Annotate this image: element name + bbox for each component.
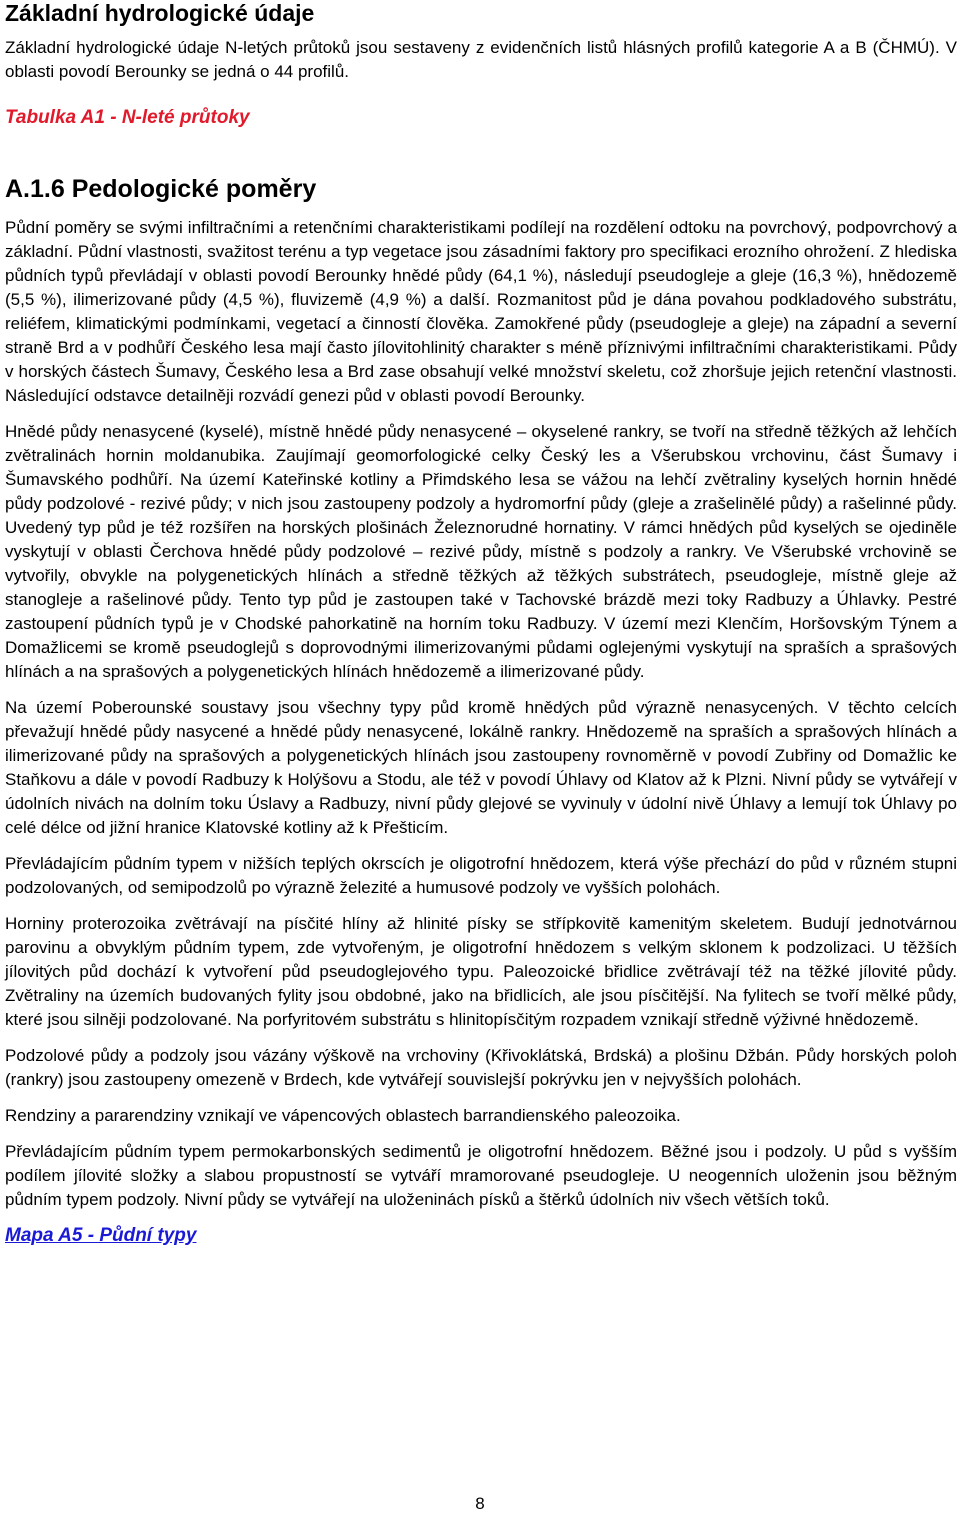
section-title: Základní hydrologické údaje bbox=[5, 0, 315, 26]
paragraph-5: Horniny proterozoika zvětrávají na písčité hlíny až hlinité písky se střípkovitě kamenitým skeletem. Budují jednotvárnou parovinu a obvyklým půdním typem, zde vytvořeným, je oligotrofní hnědozem s velkým sklonem k podzolizaci. U těžších jílovitých půd dochází k vytvoření půd pseudoglejového typu. Paleozoické břidlice zvětrávají též na těžké jílovité půdy. Zvětraliny na územích budovaných fylity jsou obdobné, jako na břidlicích, ale jsou písčitější. Na fylitech se tvoří mělké půdy, které jsou silněji podzolované. Na porfyritovém substrátu s hlinitopísčitým rozpadem vznikají středně výživné hnědozemě. bbox=[5, 914, 957, 1029]
paragraph-8: Převládajícím půdním typem permokarbonských sedimentů je oligotrofní hnědozem. Běžné jsou i podzoly. U půd s vyšším podílem jílovité složky a slabou propustností se vytváří mramorované pseudogleje. U neogenních uloženin jsou běžným půdním typem podzoly. Nivní půdy se vytvářejí na uloženinách písků a štěrků údolních niv všech větších toků. bbox=[5, 1142, 957, 1209]
page-number: 8 bbox=[475, 1494, 485, 1513]
intro-paragraph: Základní hydrologické údaje N-letých průtoků jsou sestaveny z evidenčních listů hlásných profilů kategorie A a B (ČHMÚ). V oblasti povodí Berounky se jedná o 44 profilů. bbox=[5, 38, 957, 81]
paragraph-4: Převládajícím půdním typem v nižších teplých okrscích je oligotrofní hnědozem, která výše přechází do půd v různém stupni podzolovaných, od semipodzolů po výrazně železité a humusové podzoly ve vyšších polohách. bbox=[5, 854, 957, 897]
paragraph-3: Na území Poberounské soustavy jsou všechny typy půd kromě hnědých půd výrazně nenasycených. V těchto celcích převažují hnědé půdy nasycené a hnědé půdy nenasycené, lokálně rankry. Hnědozemě na spraších a sprašových hlínách a ilimerizované půdy na sprašových a polygenetických hlínách jsou zastoupeny rovnoměrně v povodí Zubřiny od Domažlic ke Staňkovu a dále v povodí Radbuzy k Holýšovu a Stodu, ale též v povodí Úhlavy od Klatov až k Plzni. Nivní půdy se vytvářejí v údolních nivách na dolním toku Úslavy a Radbuzy, nivní půdy glejové se vyvinuly v údolní nivě Úhlavy a lemují tok Úhlavy po celé délce od jižní hranice Klatovské kotliny až k Přešticím. bbox=[5, 698, 957, 837]
paragraph-6: Podzolové půdy a podzoly jsou vázány výškově na vrchoviny (Křivoklátská, Brdská) a plošinu Džbán. Půdy horských poloh (rankry) jsou zastoupeny omezeně v Brdech, kde vytvářejí souvislejší pokrývku jen v nejvyšších polohách. bbox=[5, 1046, 957, 1089]
paragraph-1: Půdní poměry se svými infiltračními a retenčními charakteristikami podílejí na rozdělení odtoku na povrchový, podpovrchový a základní. Půdní vlastnosti, svažitost terénu a typ vegetace jsou zásadními faktory pro specifikaci erozního ohrožení. Z hlediska půdních typů převládají v oblasti povodí Berounky hnědé půdy (64,1 %), následují pseudogleje a gleje (16,3 %), hnědozemě (5,5 %), ilimerizované půdy (4,5 %), fluvizemě (4,9 %) a další. Rozmanitost půd je dána povahou podkladového substrátu, reliéfem, klimatickými podmínkami, vegetací a činností člověka. Zamokřené půdy (pseudogleje a gleje) na západní a severní straně Brd a v podhůří Českého lesa mají často jílovitohlinitý charakter s méně příznivými infiltračními charakteristikami. Půdy v horských částech Šumavy, Českého lesa a Brd zase obsahují velké množství skeletu, což zhoršuje jejich retenční vlastnosti. Následující odstavce detailněji rozvádí genezi půd v oblasti povodí Berounky. bbox=[5, 218, 957, 405]
document-page bbox=[5, 0, 957, 1248]
paragraph-7: Rendziny a pararendziny vznikají ve vápencových oblastech barrandienského paleozoika. bbox=[5, 1106, 681, 1125]
paragraph-2: Hnědé půdy nenasycené (kyselé), místně hnědé půdy nenasycené – okyselené rankry, se tvoří na středně těžkých až lehčích zvětralinách hornin moldanubika. Zaujímají geomorfologické celky Český les a Všerubskou vrchovinu, část Šumavy i Šumavského podhůří. Na území Kateřinské kotliny a Přimdského lesa se vážou na lehčí zvětraliny kyselých hornin hnědé půdy podzolové - rezivé půdy; v nich jsou zastoupeny podzoly a hydromorfní půdy (gleje a zrašelinělé půdy) a rašelinné půdy. Uvedený typ půd je též rozšířen na horských plošinách Železnorudné hornatiny. V rámci hnědých půd kyselých se ojediněle vyskytují v oblasti Čerchova hnědé půdy podzolové – rezivé půdy, místně s podzoly a rankry. Ve Všerubské vrchovině se vytvořily, obvykle na polygenetických hlínách a středně těžkých až těžkých substrátech, pseudogleje, místně gleje až stanogleje a rašelinové půdy. Tento typ půd je zastoupen také v Tachovské brázdě mezi toky Radbuzy a Úhlavky. Pestré zastoupení půdních typů je v Chodské pahorkatině na horním toku Radbuzy. V území mezi Klenčím, Horšovským Týnem a Domažlicemi se kromě pseudoglejů s doprovodnými ilimerizovanými půdami oglejenými vyskytují na spraších a sprašových hlínách a na sprašových a polygenetických hlínách hnědozemě a ilimerizované půdy. bbox=[5, 422, 957, 681]
table-link[interactable]: Tabulka A1 - N-leté průtoky bbox=[5, 107, 250, 128]
map-link[interactable]: Mapa A5 - Půdní typy bbox=[5, 1225, 197, 1246]
subsection-title: A.1.6 Pedologické poměry bbox=[5, 175, 317, 203]
